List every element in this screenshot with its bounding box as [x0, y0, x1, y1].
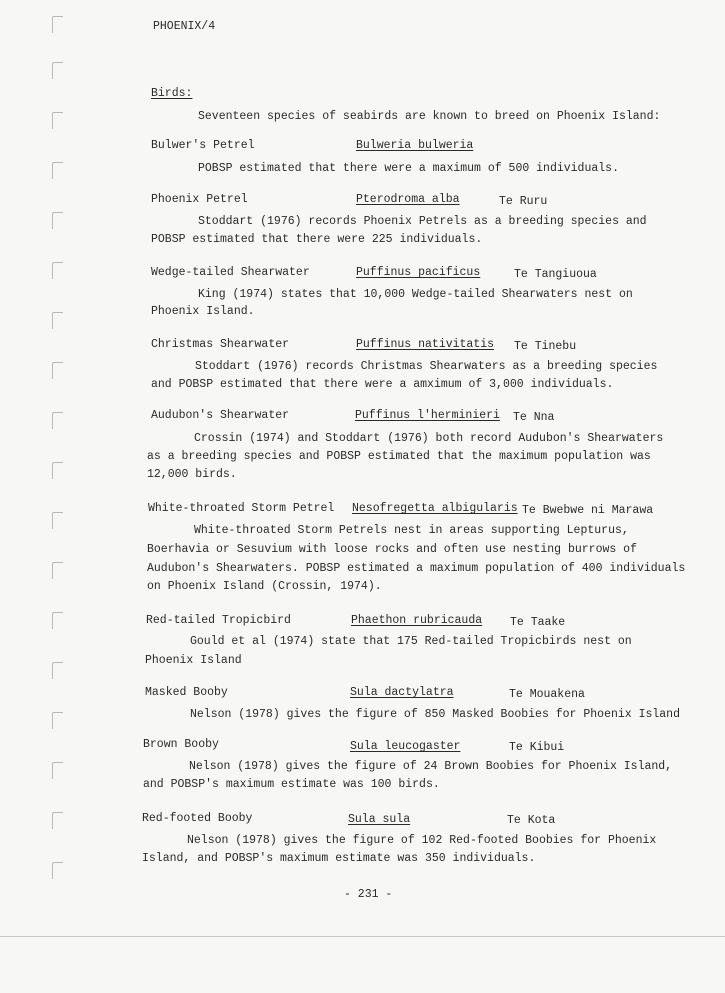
binder-hole: [52, 762, 63, 779]
page-header: PHOENIX/4: [153, 20, 216, 33]
species-scientific-name: Sula leucogaster: [350, 740, 461, 753]
binder-hole: [52, 162, 63, 179]
page-number: - 231 -: [344, 888, 393, 901]
species-description: and POBSP estimated that there were a amximum of 3,000 individuals.: [151, 378, 614, 391]
binder-hole: [52, 612, 63, 629]
species-description: Stoddart (1976) records Christmas Shearwaters as a breeding species: [195, 360, 658, 373]
binder-hole: [52, 662, 63, 679]
species-description: Island, and POBSP's maximum estimate was 350 individuals.: [142, 852, 536, 865]
species-description: Phoenix Island: [145, 654, 242, 667]
species-common-name: Wedge-tailed Shearwater: [151, 266, 310, 279]
section-heading: Birds:: [151, 87, 193, 100]
species-common-name: Christmas Shearwater: [151, 338, 290, 351]
binder-hole: [52, 62, 63, 79]
species-common-name: Phoenix Petrel: [151, 193, 248, 206]
binder-hole: [52, 16, 63, 33]
species-description: Nelson (1978) gives the figure of 850 Masked Boobies for Phoenix Island: [190, 708, 680, 721]
page-edge: [0, 936, 725, 937]
binder-hole: [52, 462, 63, 479]
species-description: Gould et al (1974) state that 175 Red-tailed Tropicbirds nest on: [190, 635, 632, 648]
species-scientific-name: Puffinus pacificus: [356, 266, 481, 279]
species-description: Boerhavia or Sesuvium with loose rocks and often use nesting burrows of: [147, 543, 637, 556]
species-description: Nelson (1978) gives the figure of 102 Red-footed Boobies for Phoenix: [187, 834, 657, 847]
binder-hole: [52, 862, 63, 879]
species-description: POBSP estimated that there were 225 individuals.: [151, 233, 483, 246]
species-scientific-name: Puffinus l'herminieri: [355, 409, 500, 422]
species-scientific-name: Nesofregetta albigularis: [352, 502, 518, 515]
species-description: on Phoenix Island (Crossin, 1974).: [147, 580, 382, 593]
binder-hole: [52, 362, 63, 379]
species-local-name: Te Nna: [513, 411, 555, 424]
species-local-name: Te Taake: [510, 616, 566, 629]
species-common-name: Brown Booby: [143, 738, 219, 751]
species-scientific-name: Pterodroma alba: [356, 193, 460, 206]
species-local-name: Te Mouakena: [509, 688, 585, 701]
species-local-name: Te Kibui: [509, 741, 565, 754]
species-scientific-name: Sula dactylatra: [350, 686, 454, 699]
species-description: POBSP estimated that there were a maximum of 500 individuals.: [198, 162, 619, 175]
species-description: Audubon's Shearwaters. POBSP estimated a maximum population of 400 individuals: [147, 562, 686, 575]
species-local-name: Te Kota: [507, 814, 556, 827]
species-description: Nelson (1978) gives the figure of 24 Brown Boobies for Phoenix Island,: [189, 760, 673, 773]
species-description: Phoenix Island.: [151, 305, 255, 318]
species-local-name: Te Ruru: [499, 195, 548, 208]
binder-hole: [52, 312, 63, 329]
binder-hole: [52, 262, 63, 279]
species-description: Stoddart (1976) records Phoenix Petrels as a breeding species and: [198, 215, 647, 228]
species-common-name: Masked Booby: [145, 686, 228, 699]
species-description: as a breeding species and POBSP estimated that the maximum population was: [147, 450, 651, 463]
binder-hole: [52, 712, 63, 729]
intro-text: Seventeen species of seabirds are known to breed on Phoenix Island:: [198, 110, 661, 123]
binder-hole: [52, 112, 63, 129]
binder-hole: [52, 212, 63, 229]
species-scientific-name: Sula sula: [348, 813, 411, 826]
species-local-name: Te Bwebwe ni Marawa: [522, 504, 654, 517]
species-local-name: Te Tangiuoua: [514, 268, 597, 281]
species-description: Crossin (1974) and Stoddart (1976) both record Audubon's Shearwaters: [194, 432, 664, 445]
species-common-name: Audubon's Shearwater: [151, 409, 290, 422]
binder-hole: [52, 562, 63, 579]
species-common-name: Bulwer's Petrel: [151, 139, 255, 152]
species-scientific-name: Bulweria bulweria: [356, 139, 474, 152]
species-local-name: Te Tinebu: [514, 340, 577, 353]
species-description: King (1974) states that 10,000 Wedge-tailed Shearwaters nest on: [198, 288, 633, 301]
binder-hole: [52, 512, 63, 529]
species-description: White-throated Storm Petrels nest in areas supporting Lepturus,: [194, 524, 629, 537]
species-common-name: Red-tailed Tropicbird: [146, 614, 291, 627]
species-scientific-name: Phaethon rubricauda: [351, 614, 483, 627]
species-common-name: White-throated Storm Petrel: [148, 502, 335, 515]
species-scientific-name: Puffinus nativitatis: [356, 338, 495, 351]
species-description: and POBSP's maximum estimate was 100 birds.: [143, 778, 440, 791]
species-common-name: Red-footed Booby: [142, 812, 253, 825]
binder-hole: [52, 812, 63, 829]
binder-hole: [52, 412, 63, 429]
species-description: 12,000 birds.: [147, 468, 237, 481]
